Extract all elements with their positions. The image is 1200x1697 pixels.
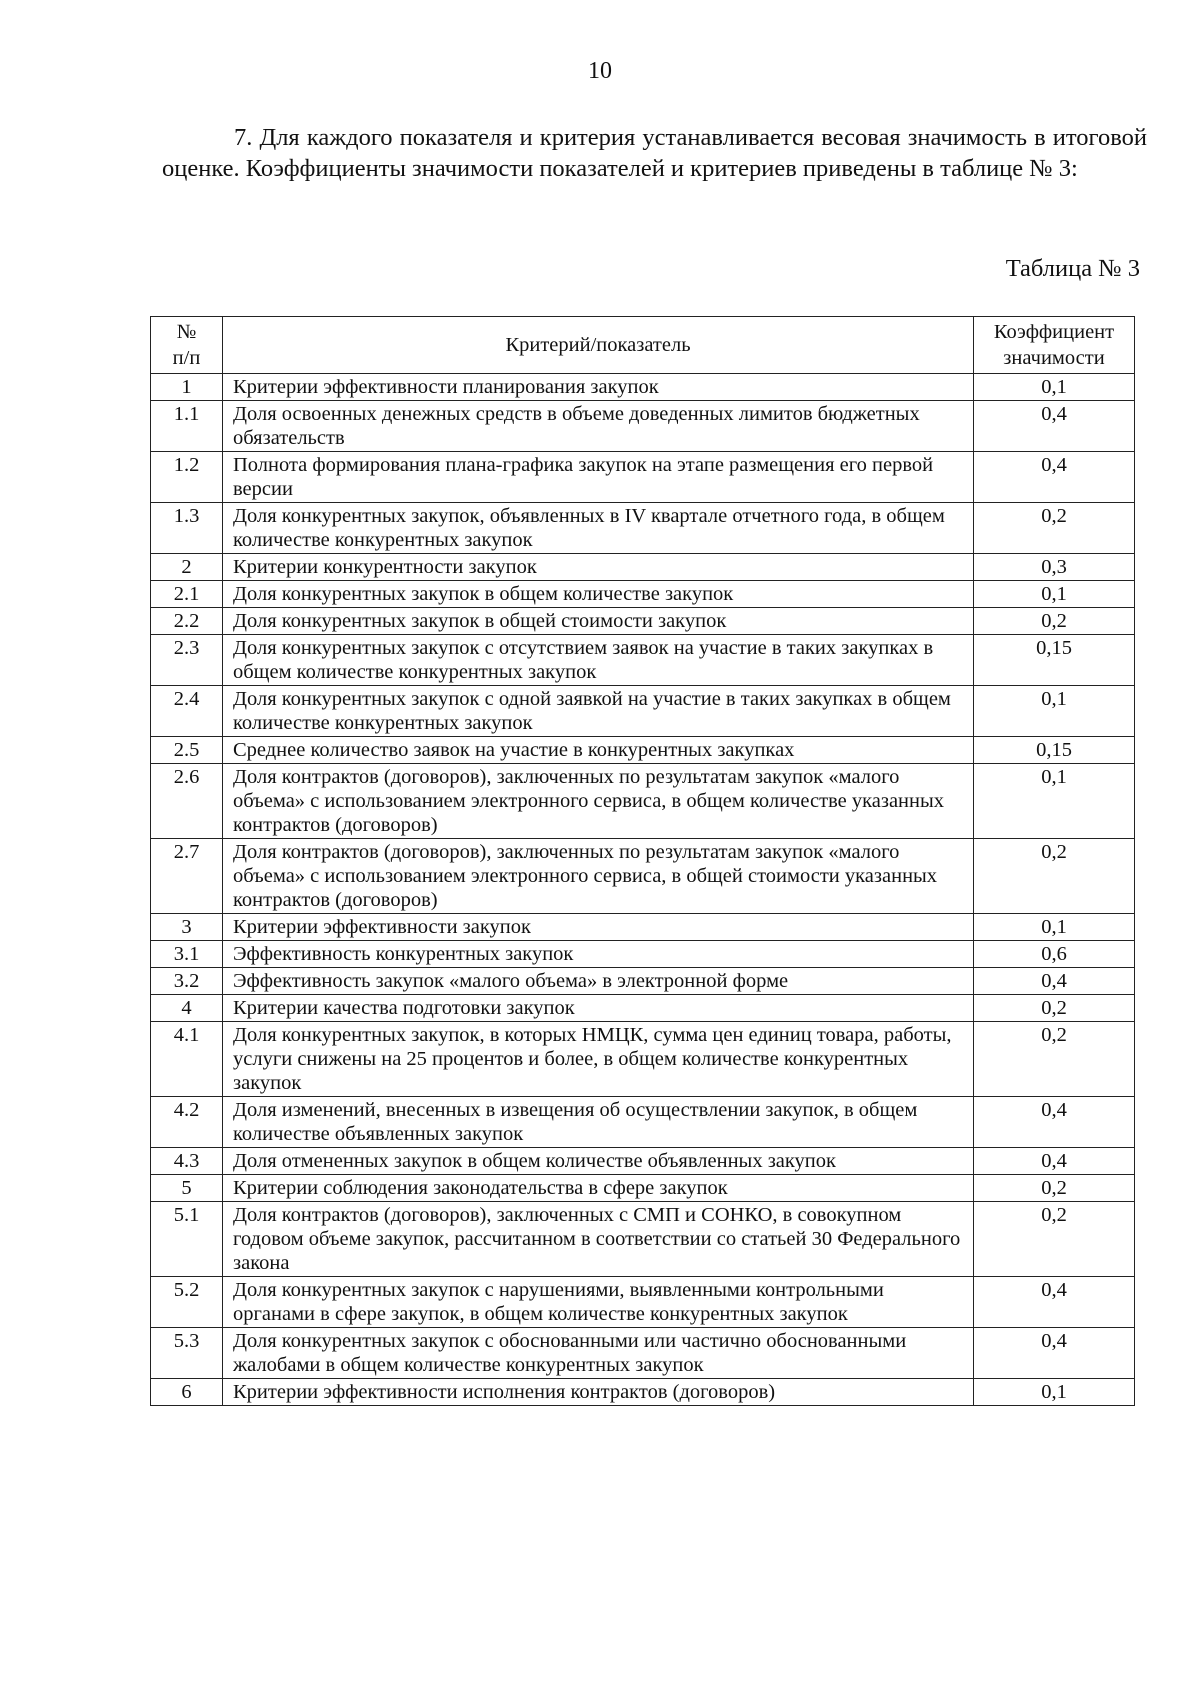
row-coefficient: 0,4 — [974, 1277, 1135, 1328]
table-body — [151, 374, 1135, 1406]
row-number: 2.4 — [151, 686, 223, 737]
row-coefficient: 0,4 — [974, 1328, 1135, 1379]
row-criterion: Доля конкурентных закупок с обоснованными или частично обоснованными жалобами в общем количестве конкурентных закупок — [223, 1328, 974, 1379]
header-num-label: № п/п — [172, 321, 201, 369]
row-coefficient: 0,2 — [974, 1022, 1135, 1097]
table-row — [151, 1379, 1135, 1406]
row-number: 6 — [151, 1379, 223, 1406]
table-row — [151, 914, 1135, 941]
row-number: 2.3 — [151, 635, 223, 686]
row-number: 1.2 — [151, 452, 223, 503]
row-coefficient: 0,2 — [974, 503, 1135, 554]
row-coefficient: 0,3 — [974, 554, 1135, 581]
row-coefficient: 0,15 — [974, 635, 1135, 686]
table-row — [151, 968, 1135, 995]
table-row — [151, 941, 1135, 968]
table-row — [151, 1202, 1135, 1277]
row-criterion: Среднее количество заявок на участие в конкурентных закупках — [223, 737, 974, 764]
row-coefficient: 0,4 — [974, 968, 1135, 995]
table-row — [151, 1148, 1135, 1175]
criteria-table — [150, 316, 1135, 1406]
row-number: 5 — [151, 1175, 223, 1202]
row-coefficient: 0,2 — [974, 1202, 1135, 1277]
row-number: 4.3 — [151, 1148, 223, 1175]
table-row — [151, 686, 1135, 737]
table-row — [151, 1097, 1135, 1148]
row-number: 1.1 — [151, 401, 223, 452]
row-criterion: Доля конкурентных закупок, в которых НМЦК, сумма цен единиц товара, работы, услуги снижены на 25 процентов и более, в общем количестве конкурентных закупок — [223, 1022, 974, 1097]
table-row — [151, 764, 1135, 839]
row-number: 5.1 — [151, 1202, 223, 1277]
row-coefficient: 0,15 — [974, 737, 1135, 764]
row-criterion: Критерии эффективности закупок — [223, 914, 974, 941]
table-row — [151, 374, 1135, 401]
table-row — [151, 401, 1135, 452]
row-criterion: Критерии эффективности исполнения контрактов (договоров) — [223, 1379, 974, 1406]
table-caption: Таблица № 3 — [1005, 255, 1140, 282]
row-number: 5.3 — [151, 1328, 223, 1379]
row-coefficient: 0,4 — [974, 1097, 1135, 1148]
row-coefficient: 0,4 — [974, 452, 1135, 503]
row-criterion: Доля контрактов (договоров), заключенных по результатам закупок «малого объема» с использованием электронного сервиса, в общей стоимости указанных контрактов (договоров) — [223, 839, 974, 914]
row-criterion: Доля контрактов (договоров), заключенных по результатам закупок «малого объема» с использованием электронного сервиса, в общем количестве указанных контрактов (договоров) — [223, 764, 974, 839]
table-row — [151, 581, 1135, 608]
row-coefficient: 0,4 — [974, 401, 1135, 452]
intro-paragraph: 7. Для каждого показателя и критерия устанавливается весовая значимость в итоговой оценке. Коэффициенты значимости показателей и критериев приведены в таблице № 3: — [162, 124, 1147, 182]
row-criterion: Доля контрактов (договоров), заключенных с СМП и СОНКО, в совокупном годовом объеме закупок, рассчитанном в соответствии со статьей 30 Федерального закона — [223, 1202, 974, 1277]
header-name: Критерий/показатель — [223, 317, 974, 374]
header-coef: Коэффициент значимости — [974, 317, 1135, 374]
row-criterion: Доля конкурентных закупок, объявленных в IV квартале отчетного года, в общем количестве конкурентных закупок — [223, 503, 974, 554]
row-criterion: Доля конкурентных закупок с нарушениями, выявленными контрольными органами в сфере закупок, в общем количестве конкурентных закупок — [223, 1277, 974, 1328]
row-criterion: Доля отмененных закупок в общем количестве объявленных закупок — [223, 1148, 974, 1175]
row-number: 2 — [151, 554, 223, 581]
row-number: 4.1 — [151, 1022, 223, 1097]
row-criterion: Критерии конкурентности закупок — [223, 554, 974, 581]
row-criterion: Эффективность конкурентных закупок — [223, 941, 974, 968]
row-number: 5.2 — [151, 1277, 223, 1328]
table-row — [151, 995, 1135, 1022]
row-criterion: Доля конкурентных закупок в общей стоимости закупок — [223, 608, 974, 635]
row-number: 4 — [151, 995, 223, 1022]
row-criterion: Доля освоенных денежных средств в объеме доведенных лимитов бюджетных обязательств — [223, 401, 974, 452]
row-number: 1.3 — [151, 503, 223, 554]
page-number: 10 — [588, 58, 612, 84]
table-row — [151, 1277, 1135, 1328]
row-criterion: Полнота формирования плана-графика закупок на этапе размещения его первой версии — [223, 452, 974, 503]
table-row — [151, 608, 1135, 635]
row-criterion: Доля изменений, внесенных в извещения об осуществлении закупок, в общем количестве объявленных закупок — [223, 1097, 974, 1148]
table-row — [151, 635, 1135, 686]
table-row — [151, 1175, 1135, 1202]
table-row — [151, 839, 1135, 914]
row-number: 3 — [151, 914, 223, 941]
table-header-row — [151, 317, 1135, 374]
row-criterion: Доля конкурентных закупок в общем количестве закупок — [223, 581, 974, 608]
row-number: 2.1 — [151, 581, 223, 608]
row-coefficient: 0,1 — [974, 764, 1135, 839]
row-coefficient: 0,2 — [974, 608, 1135, 635]
table-row — [151, 503, 1135, 554]
row-coefficient: 0,2 — [974, 995, 1135, 1022]
row-coefficient: 0,4 — [974, 1148, 1135, 1175]
row-number: 3.2 — [151, 968, 223, 995]
row-criterion: Критерии соблюдения законодательства в сфере закупок — [223, 1175, 974, 1202]
row-number: 2.6 — [151, 764, 223, 839]
table-row — [151, 554, 1135, 581]
row-criterion: Доля конкурентных закупок с одной заявкой на участие в таких закупках в общем количестве конкурентных закупок — [223, 686, 974, 737]
row-number: 2.7 — [151, 839, 223, 914]
row-number: 2.5 — [151, 737, 223, 764]
row-coefficient: 0,2 — [974, 1175, 1135, 1202]
row-criterion: Критерии эффективности планирования закупок — [223, 374, 974, 401]
table-row — [151, 452, 1135, 503]
table-row — [151, 737, 1135, 764]
row-coefficient: 0,1 — [974, 686, 1135, 737]
header-num — [151, 317, 223, 374]
row-coefficient: 0,1 — [974, 1379, 1135, 1406]
row-number: 4.2 — [151, 1097, 223, 1148]
row-number: 1 — [151, 374, 223, 401]
table-row — [151, 1328, 1135, 1379]
row-coefficient: 0,1 — [974, 914, 1135, 941]
row-number: 2.2 — [151, 608, 223, 635]
row-coefficient: 0,1 — [974, 581, 1135, 608]
row-coefficient: 0,2 — [974, 839, 1135, 914]
row-criterion: Критерии качества подготовки закупок — [223, 995, 974, 1022]
row-number: 3.1 — [151, 941, 223, 968]
row-criterion: Эффективность закупок «малого объема» в электронной форме — [223, 968, 974, 995]
table-row — [151, 1022, 1135, 1097]
row-coefficient: 0,6 — [974, 941, 1135, 968]
row-criterion: Доля конкурентных закупок с отсутствием заявок на участие в таких закупках в общем количестве конкурентных закупок — [223, 635, 974, 686]
row-coefficient: 0,1 — [974, 374, 1135, 401]
